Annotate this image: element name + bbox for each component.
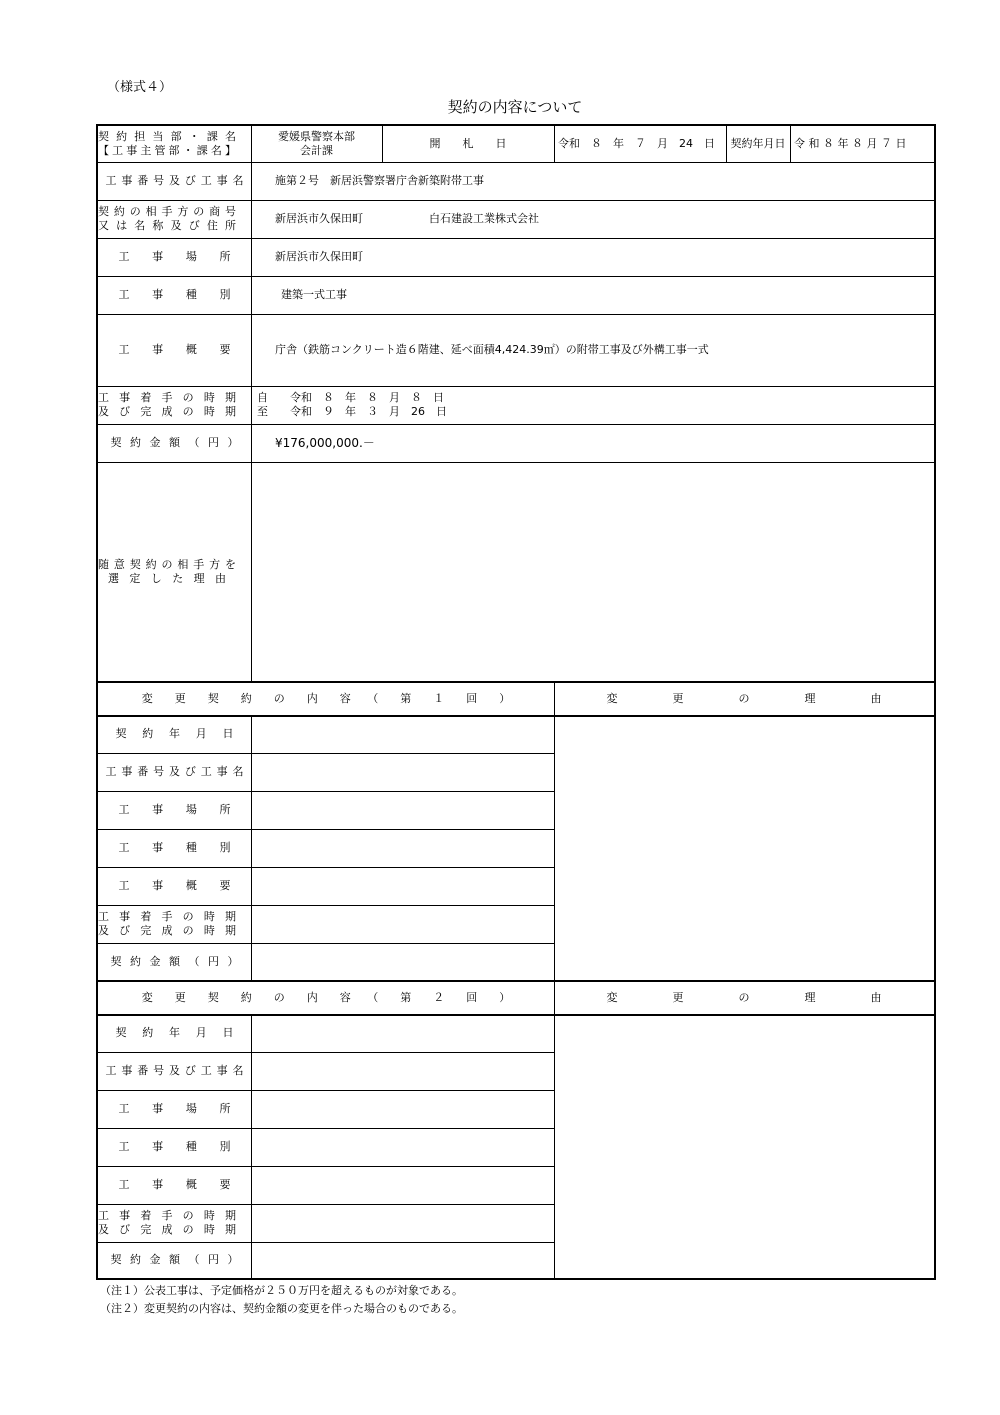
period-value — [257, 386, 657, 424]
change1-type-label-text: 工 事 種 別 — [118, 841, 231, 855]
amount-value: ¥176,000,000.－ — [275, 435, 375, 450]
change1-work-number-label-text: 工事番号及び工事名 — [105, 765, 244, 779]
reason-label — [98, 462, 251, 681]
change2-type-label — [98, 1128, 251, 1166]
partner-label-line1: 契約の相手方の商号 — [98, 205, 236, 219]
period-label-line1: 工事着手の時期 — [98, 391, 236, 405]
change2-header: 変 更 契 約 の 内 容 （ 第 ２ 回 ） — [141, 990, 511, 1004]
dept-value-line1: 愛媛県警察本部 — [278, 130, 355, 144]
period-label-line2: 及び完成の時期 — [98, 405, 236, 418]
period-start: 自 令和 ８ 年 ８ 月 ８ 日 — [257, 391, 444, 405]
dept-value — [251, 126, 382, 162]
dept-label — [98, 126, 251, 162]
change2-work-number-label-text: 工事番号及び工事名 — [105, 1064, 244, 1078]
change2-type-label-text: 工 事 種 別 — [118, 1140, 231, 1154]
change1-reason-header: 変 更 の 理 由 — [606, 691, 882, 705]
change2-work-number-label — [98, 1052, 251, 1090]
change2-amount-label-text: 契約金額（円） — [110, 1253, 239, 1267]
partner-name: 白石建設工業株式会社 — [429, 212, 539, 226]
work-number-label-text: 工事番号及び工事名 — [105, 174, 244, 188]
dept-value-line2: 会計課 — [300, 144, 333, 157]
change2-date-label-text: 契 約 年 月 日 — [115, 1026, 234, 1040]
dept-label-line2: 【工事主管部・課名】 — [98, 144, 236, 157]
contract-date-label: 契約年月日 — [730, 137, 786, 151]
partner-label-line2: 又は名称及び住所 — [98, 219, 236, 232]
page-title: 契約の内容について — [447, 98, 583, 116]
type-label — [98, 276, 251, 314]
change1-period-label — [98, 905, 251, 943]
change1-header: 変 更 契 約 の 内 容 （ 第 １ 回 ） — [141, 691, 511, 705]
form-number: （様式４） — [107, 80, 173, 95]
change2-place-label — [98, 1090, 251, 1128]
place-label — [98, 238, 251, 276]
type-value: 建築一式工事 — [281, 288, 347, 302]
change1-period-label-line2: 及び完成の時期 — [98, 924, 236, 937]
change2-date-label — [98, 1014, 251, 1052]
note-1: （注１）公表工事は、予定価格が２５０万円を超えるものが対象である。 — [100, 1284, 463, 1297]
summary-label-text: 工 事 概 要 — [118, 343, 231, 357]
change2-period-label-line1: 工事着手の時期 — [98, 1209, 236, 1223]
change1-period-label-line1: 工事着手の時期 — [98, 910, 236, 924]
change1-amount-label-text: 契約金額（円） — [110, 954, 239, 968]
summary-label — [98, 314, 251, 386]
note-2: （注２）変更契約の内容は、契約金額の変更を伴った場合のものである。 — [100, 1302, 463, 1315]
work-number-label — [98, 162, 251, 200]
change2-summary-label-text: 工 事 概 要 — [118, 1178, 231, 1192]
summary-value: 庁舎（鉄筋コンクリート造６階建、延べ面積4,424.39㎡）の附帯工事及び外構工事一式 — [275, 343, 709, 357]
change1-place-label — [98, 791, 251, 829]
change2-period-label — [98, 1204, 251, 1242]
change2-amount-label — [98, 1242, 251, 1278]
contract-form-table — [96, 124, 936, 1280]
bid-date-label: 開 札 日 — [429, 137, 507, 151]
change1-summary-label — [98, 867, 251, 905]
place-value: 新居浜市久保田町 — [275, 250, 363, 264]
change1-summary-label-text: 工 事 概 要 — [118, 879, 231, 893]
contract-date-value: 令 和 ８ 年 ８ 月 ７ 日 — [794, 137, 907, 151]
dept-label-line1: 契約担当部・課名 — [98, 130, 236, 144]
work-number-value: 施第２号 新居浜警察署庁舎新築附帯工事 — [275, 174, 484, 188]
change1-place-label-text: 工 事 場 所 — [118, 803, 231, 817]
place-label-text: 工 事 場 所 — [118, 250, 231, 264]
change2-period-label-line2: 及び完成の時期 — [98, 1223, 236, 1236]
type-label-text: 工 事 種 別 — [118, 288, 231, 302]
reason-label-line2: 選定した理由 — [108, 571, 226, 585]
amount-label — [98, 424, 251, 462]
change2-summary-label — [98, 1166, 251, 1204]
change1-amount-label — [98, 943, 251, 980]
change1-date-label — [98, 715, 251, 753]
period-end: 至 令和 ９ 年 ３ 月 26 日 — [257, 405, 447, 418]
partner-label — [98, 200, 251, 238]
change1-date-label-text: 契 約 年 月 日 — [115, 727, 234, 741]
partner-address: 新居浜市久保田町 — [275, 212, 363, 226]
bid-date-value: 令和 ８ 年 ７ 月 24 日 — [558, 137, 715, 151]
change2-reason-header: 変 更 の 理 由 — [606, 990, 882, 1004]
change2-place-label-text: 工 事 場 所 — [118, 1102, 231, 1116]
change1-work-number-label — [98, 753, 251, 791]
amount-label-text: 契約金額（円） — [110, 436, 239, 450]
change1-type-label — [98, 829, 251, 867]
period-label — [98, 386, 251, 424]
reason-label-line1: 随意契約の相手方を — [98, 557, 236, 571]
